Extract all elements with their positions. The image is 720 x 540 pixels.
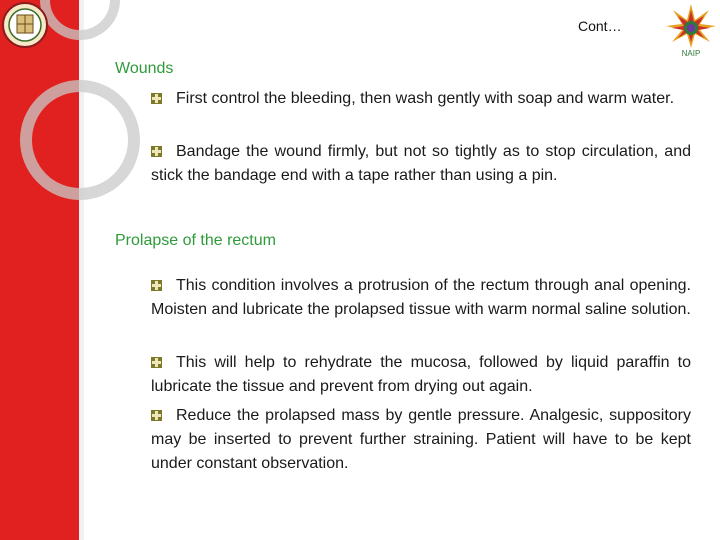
university-emblem-icon [2, 2, 48, 48]
naip-logo-text: NAIP [681, 49, 701, 58]
naip-logo-icon [664, 2, 718, 58]
bullet-icon [151, 357, 162, 368]
decorative-ring [20, 80, 140, 200]
bullet-item: First control the bleeding, then wash gently with soap and warm water. [151, 87, 691, 111]
section-heading-prolapse: Prolapse of the rectum [115, 232, 276, 249]
bullet-item: This condition involves a protrusion of the rectum through anal opening. Moisten and lubricate the prolapsed tissue with warm normal saline solution. [151, 277, 691, 318]
bullet-item: This will help to rehydrate the mucosa, followed by liquid paraffin to lubricate the tissue and prevent from drying out again. [151, 354, 691, 395]
bullet-icon [151, 93, 162, 104]
continuation-label: Cont… [578, 18, 622, 34]
section-heading-wounds: Wounds [115, 60, 174, 77]
bullet-icon [151, 280, 162, 291]
bullet-item: Reduce the prolapsed mass by gentle pressure. Analgesic, suppository may be inserted to prevent further straining. Patient will have to be kept under constant observation. [151, 407, 691, 472]
bullet-icon [151, 146, 162, 157]
bullet-icon [151, 410, 162, 421]
bullet-item: Bandage the wound firmly, but not so tightly as to stop circulation, and stick the bandage end with a tape rather than using a pin. [151, 143, 691, 184]
